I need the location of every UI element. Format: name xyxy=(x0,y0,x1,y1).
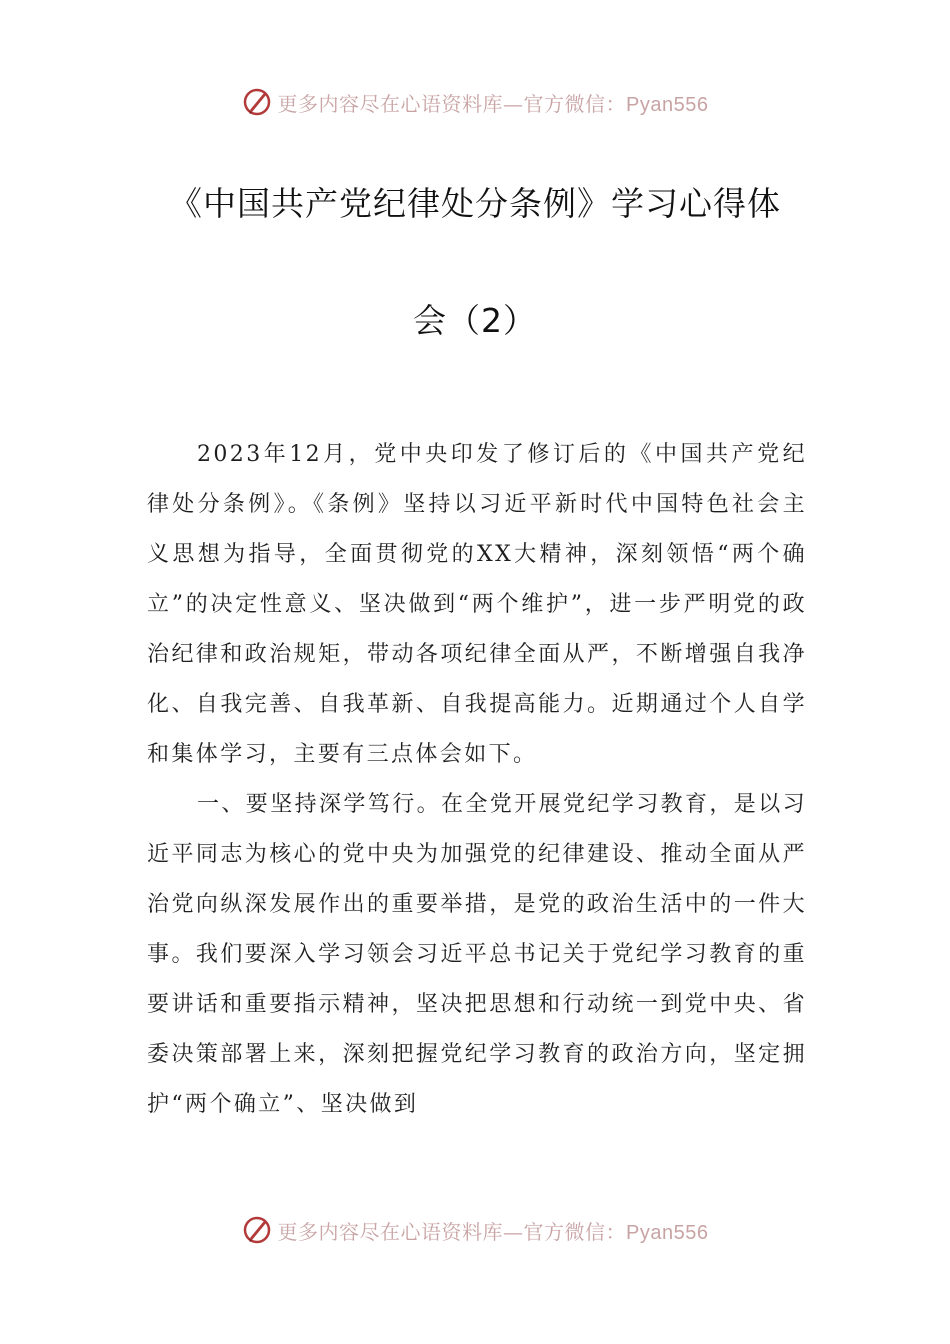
header-watermark-handle: Pyan556 xyxy=(626,93,709,116)
footer-watermark-text: 更多内容尽在心语资料库—官方微信：Pyan556 xyxy=(277,1219,709,1244)
paragraph-intro: 2023年12月，党中央印发了修订后的《中国共产党纪律处分条例》。《条例》坚持以习近平新时代中国特色社会主义思想为指导，全面贯彻党的XX大精神，深刻领悟“两个确立”的决定性意义、坚决做到“两个维护”，进一步严明党的政治纪律和政治规矩，带动各项纪律全面从严，不断增强自我净化、自我完善、自我革新、自我提高能力。近期通过个人自学和集体学习，主要有三点体会如下。 xyxy=(147,442,807,767)
header-watermark-text: 更多内容尽在心语资料库—官方微信：Pyan556 xyxy=(277,91,709,116)
footer-watermark-handle: Pyan556 xyxy=(626,1221,709,1244)
document-body xyxy=(147,430,807,1130)
document-title-line-1: 《中国共产党纪律处分条例》学习心得体 xyxy=(169,184,781,223)
header-watermark xyxy=(0,82,950,122)
document-title-line-2: 会（2） xyxy=(413,301,537,340)
quill-logo-icon xyxy=(242,1215,272,1245)
quill-logo-icon xyxy=(242,87,272,117)
paragraph-point-one: 一、要坚持深学笃行。在全党开展党纪学习教育，是以习近平同志为核心的党中央为加强党的纪律建设、推动全面从严治党向纵深发展作出的重要举措，是党的政治生活中的一件大事。我们要深入学习领会习近平总书记关于党纪学习教育的重要讲话和重要指示精神，坚决把思想和行动统一到党中央、省委决策部署上来，深刻把握党纪学习教育的政治方向，坚定拥护“两个确立”、坚决做到 xyxy=(147,792,808,1117)
footer-watermark xyxy=(0,1210,950,1250)
